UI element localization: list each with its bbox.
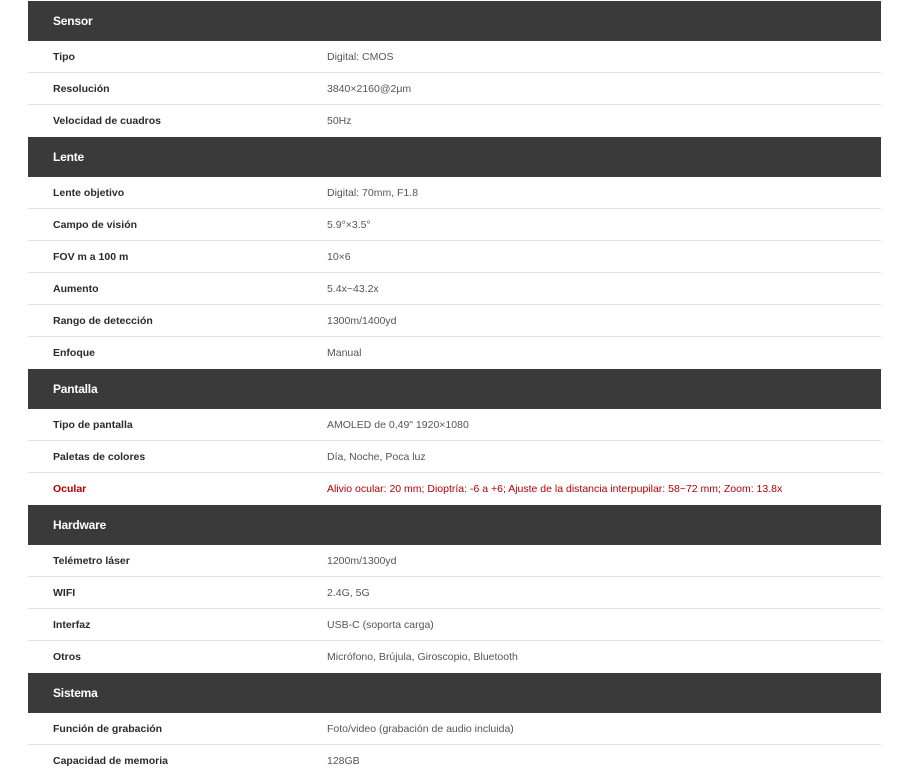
section-header-sensor: [28, 1, 881, 41]
spec-row: [28, 473, 881, 505]
spec-value: Foto/video (grabación de audio incluida): [327, 722, 514, 735]
spec-row: [28, 545, 881, 577]
spec-row: [28, 177, 881, 209]
spec-label: Paletas de colores: [53, 450, 146, 463]
spec-value: 1200m/1300yd: [327, 554, 397, 567]
spec-row: [28, 641, 881, 673]
spec-label: Interfaz: [53, 618, 91, 631]
spec-label: Función de grabación: [53, 722, 163, 735]
spec-label: Campo de visión: [53, 218, 138, 231]
spec-label: Enfoque: [53, 347, 95, 359]
spec-value: Manual: [327, 347, 362, 359]
section-header-sistema: [28, 673, 881, 713]
spec-row: [28, 73, 881, 105]
spec-value: 10×6: [327, 250, 351, 263]
section-title: Sensor: [53, 14, 93, 28]
spec-row: [28, 305, 881, 337]
spec-label: Rango de detección: [53, 314, 153, 327]
spec-row: [28, 241, 881, 273]
section-header-pantalla: [28, 369, 881, 409]
spec-label: Ocular: [53, 483, 87, 495]
section-title: Pantalla: [53, 382, 98, 396]
spec-label: Tipo de pantalla: [53, 418, 133, 431]
spec-row: [28, 577, 881, 609]
spec-value: 1300m/1400yd: [327, 314, 397, 327]
spec-label: Lente objetivo: [53, 186, 125, 199]
spec-value: Digital: CMOS: [327, 50, 394, 63]
spec-label: Resolución: [53, 82, 110, 95]
spec-row: [28, 713, 881, 745]
spec-label: WIFI: [53, 586, 76, 599]
spec-row: [28, 105, 881, 137]
spec-label: Otros: [53, 651, 82, 663]
spec-label: Telémetro láser: [53, 554, 130, 567]
spec-row: [28, 609, 881, 641]
section-title: Lente: [53, 150, 85, 164]
spec-value: Micrófono, Brújula, Giroscopio, Bluetooth: [327, 651, 518, 663]
spec-row: [28, 337, 881, 369]
spec-row: [28, 209, 881, 241]
spec-value: Digital: 70mm, F1.8: [327, 186, 419, 199]
spec-value: 128GB: [327, 755, 360, 767]
section-header-hardware: [28, 505, 881, 545]
spec-value: AMOLED de 0,49" 1920×1080: [327, 418, 469, 431]
spec-label: Aumento: [53, 282, 99, 295]
spec-label: Velocidad de cuadros: [53, 115, 161, 127]
spec-value: 50Hz: [327, 115, 352, 127]
spec-row: [28, 273, 881, 305]
spec-value: Alivio ocular: 20 mm; Dioptría: -6 a +6; Ajuste de la distancia interpupilar: 58~72 mm; Zoom: 13.8x: [327, 483, 783, 495]
spec-value: 2.4G, 5G: [327, 586, 370, 599]
spec-value: 5.9°×3.5°: [327, 218, 371, 231]
spec-label: Capacidad de memoria: [53, 755, 168, 767]
spec-value: Día, Noche, Poca luz: [327, 450, 426, 463]
spec-value: 5.4x~43.2x: [327, 282, 379, 295]
spec-row: [28, 41, 881, 73]
section-title: Hardware: [53, 518, 107, 532]
spec-row: [28, 441, 881, 473]
section-title: Sistema: [53, 686, 98, 700]
section-header-lente: [28, 137, 881, 177]
spec-table: [28, 1, 881, 777]
spec-value: USB-C (soporta carga): [327, 618, 434, 631]
spec-label: Tipo: [53, 50, 75, 63]
spec-row: [28, 745, 881, 777]
spec-label: FOV m a 100 m: [53, 250, 129, 263]
spec-row: [28, 409, 881, 441]
spec-value: 3840×2160@2μm: [327, 82, 412, 95]
